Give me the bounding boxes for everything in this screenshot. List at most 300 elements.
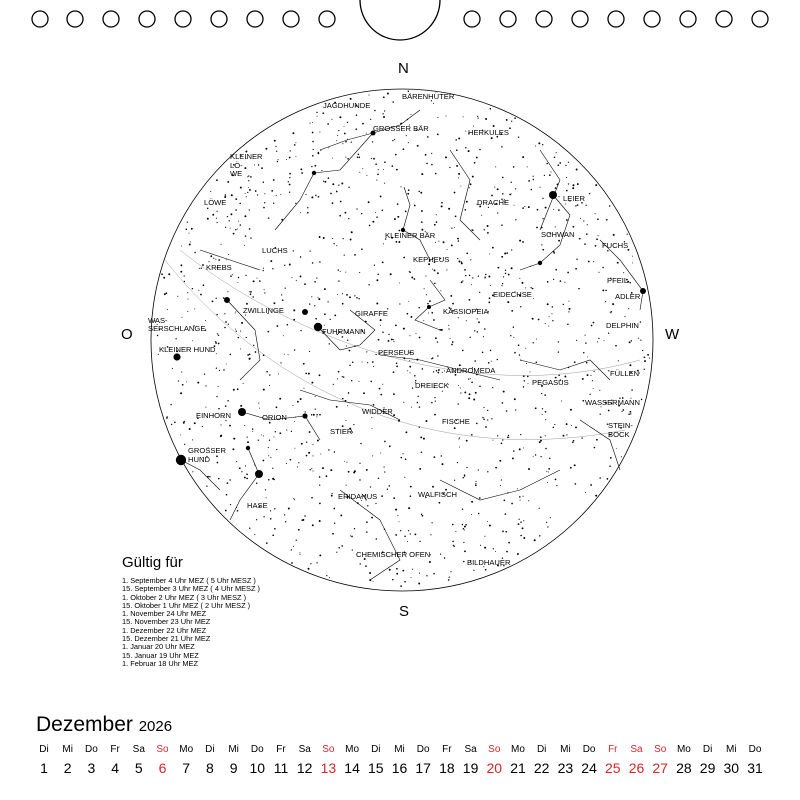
star bbox=[593, 322, 595, 324]
star bbox=[256, 519, 257, 520]
star bbox=[351, 141, 352, 142]
star bbox=[305, 373, 307, 375]
star bbox=[297, 466, 298, 467]
star bbox=[421, 514, 422, 515]
star bbox=[472, 176, 474, 178]
star bbox=[484, 547, 486, 549]
star bbox=[344, 133, 346, 135]
star bbox=[270, 457, 271, 458]
star bbox=[591, 325, 593, 327]
star bbox=[263, 207, 265, 209]
star bbox=[434, 283, 436, 285]
star bbox=[237, 510, 239, 512]
star bbox=[408, 301, 409, 302]
star bbox=[495, 467, 497, 469]
star bbox=[250, 237, 251, 238]
star bbox=[333, 384, 334, 385]
star bbox=[526, 363, 527, 364]
star bbox=[309, 351, 310, 352]
star bbox=[438, 241, 439, 242]
star bbox=[564, 282, 565, 283]
star bbox=[546, 163, 548, 165]
star bbox=[202, 426, 203, 427]
star bbox=[454, 480, 455, 481]
star bbox=[414, 278, 416, 280]
star bbox=[485, 274, 486, 275]
star bbox=[395, 509, 397, 511]
star bbox=[200, 294, 202, 296]
star bbox=[497, 267, 499, 269]
star bbox=[520, 499, 521, 500]
star bbox=[420, 436, 422, 438]
star bbox=[171, 424, 172, 425]
star bbox=[477, 331, 479, 333]
star bbox=[207, 208, 208, 209]
star bbox=[332, 158, 333, 159]
star bbox=[550, 171, 551, 172]
day-number: 14 bbox=[344, 760, 360, 776]
star bbox=[284, 514, 285, 515]
star bbox=[393, 414, 395, 416]
star bbox=[308, 373, 310, 375]
validity-line: 1. Februar 18 Uhr MEZ bbox=[122, 658, 198, 668]
star bbox=[257, 278, 258, 279]
star bbox=[593, 371, 594, 372]
day-number: 7 bbox=[182, 760, 191, 776]
star bbox=[621, 411, 622, 412]
star bbox=[533, 179, 534, 180]
star bbox=[520, 535, 522, 537]
star bbox=[451, 244, 453, 246]
star bbox=[572, 187, 574, 189]
star bbox=[252, 428, 253, 429]
star bbox=[389, 569, 391, 571]
compass-west: W bbox=[665, 326, 680, 343]
month-heading bbox=[36, 713, 172, 737]
constellation-label: LÖ- bbox=[230, 161, 243, 170]
star bbox=[275, 146, 276, 147]
star bbox=[490, 108, 492, 110]
star bbox=[489, 297, 491, 299]
star bbox=[500, 485, 501, 486]
star bbox=[249, 359, 250, 360]
star bbox=[409, 335, 410, 336]
star bbox=[331, 119, 332, 120]
star bbox=[545, 435, 546, 436]
star bbox=[312, 524, 314, 526]
star bbox=[599, 390, 600, 391]
star bbox=[418, 191, 420, 193]
star bbox=[213, 258, 214, 259]
star bbox=[461, 262, 463, 264]
star bbox=[523, 448, 524, 449]
star bbox=[361, 213, 362, 214]
star bbox=[568, 301, 569, 302]
star bbox=[513, 326, 514, 327]
star bbox=[544, 394, 546, 396]
star bbox=[411, 114, 412, 115]
star bbox=[424, 288, 425, 289]
star bbox=[323, 181, 324, 182]
star bbox=[511, 503, 513, 505]
star bbox=[306, 442, 307, 443]
star bbox=[605, 301, 606, 302]
star bbox=[358, 156, 360, 158]
star bbox=[180, 392, 182, 394]
star bbox=[233, 389, 235, 391]
star bbox=[269, 385, 270, 386]
star bbox=[212, 214, 214, 216]
star bbox=[441, 205, 443, 207]
star bbox=[326, 475, 328, 477]
constellation-label: JAGDHUNDE bbox=[323, 101, 371, 110]
star bbox=[414, 375, 416, 377]
star bbox=[546, 522, 547, 523]
constellation-label: CHEMISCHER OFEN bbox=[356, 550, 431, 559]
star bbox=[515, 219, 516, 220]
star bbox=[289, 184, 291, 186]
star bbox=[347, 405, 348, 406]
star bbox=[384, 183, 385, 184]
star bbox=[336, 406, 338, 408]
star bbox=[205, 385, 206, 386]
star bbox=[224, 327, 226, 329]
star bbox=[558, 209, 560, 211]
star bbox=[194, 252, 196, 254]
star bbox=[468, 150, 470, 152]
star bbox=[596, 238, 598, 240]
star bbox=[336, 191, 338, 193]
star bbox=[371, 417, 372, 418]
star bbox=[531, 189, 533, 191]
star bbox=[398, 241, 400, 243]
star bbox=[566, 423, 568, 425]
star bbox=[192, 340, 193, 341]
star bbox=[491, 195, 493, 197]
star bbox=[397, 216, 399, 218]
star bbox=[328, 177, 330, 179]
star bbox=[527, 166, 528, 167]
star bbox=[468, 397, 470, 399]
constellation-label: ZWILLINGE bbox=[243, 306, 284, 315]
weekday-label: Sa bbox=[298, 744, 311, 755]
star bbox=[319, 476, 321, 478]
star bbox=[482, 417, 483, 418]
star bbox=[372, 361, 374, 363]
star bbox=[332, 533, 334, 535]
star bbox=[380, 325, 381, 326]
star bbox=[340, 201, 342, 203]
star bbox=[513, 450, 514, 451]
star bbox=[406, 135, 407, 136]
star bbox=[245, 275, 246, 276]
star bbox=[469, 187, 470, 188]
star bbox=[216, 211, 217, 212]
star bbox=[553, 209, 554, 210]
star bbox=[378, 339, 380, 341]
star bbox=[388, 340, 390, 342]
star bbox=[598, 272, 599, 273]
weekday-label: Fr bbox=[276, 744, 286, 755]
star bbox=[226, 494, 228, 496]
star bbox=[166, 292, 168, 294]
star bbox=[410, 533, 411, 534]
star bbox=[182, 384, 184, 386]
star bbox=[309, 303, 310, 304]
star bbox=[244, 215, 246, 217]
star bbox=[344, 461, 345, 462]
star bbox=[246, 473, 248, 475]
star bbox=[368, 94, 369, 95]
star bbox=[442, 372, 443, 373]
star bbox=[268, 455, 269, 456]
star bbox=[331, 493, 332, 494]
star bbox=[552, 320, 553, 321]
star bbox=[409, 372, 410, 373]
star bbox=[301, 443, 303, 445]
star bbox=[513, 337, 514, 338]
star bbox=[397, 515, 398, 516]
star bbox=[535, 454, 536, 455]
star bbox=[249, 228, 251, 230]
star bbox=[423, 438, 425, 440]
star bbox=[411, 407, 412, 408]
constellation-label: BOCK bbox=[608, 430, 630, 439]
star bbox=[188, 298, 189, 299]
star bbox=[366, 531, 367, 532]
star bbox=[417, 402, 419, 404]
star bbox=[459, 437, 460, 438]
star bbox=[590, 484, 592, 486]
star bbox=[596, 439, 598, 441]
star bbox=[448, 208, 450, 210]
star bbox=[395, 534, 396, 535]
star bbox=[473, 126, 474, 127]
bright-star bbox=[176, 455, 186, 465]
star bbox=[568, 183, 569, 184]
star bbox=[576, 340, 577, 341]
star bbox=[602, 267, 604, 269]
star bbox=[223, 297, 225, 299]
star bbox=[301, 169, 302, 170]
star bbox=[300, 212, 301, 213]
star bbox=[380, 394, 382, 396]
star bbox=[280, 362, 281, 363]
star bbox=[513, 166, 515, 168]
star bbox=[227, 291, 228, 292]
star bbox=[503, 499, 505, 501]
constellation-line bbox=[540, 150, 560, 230]
star bbox=[178, 380, 179, 381]
star bbox=[440, 553, 441, 554]
star bbox=[621, 456, 622, 457]
star bbox=[376, 538, 378, 540]
star bbox=[538, 319, 540, 321]
star bbox=[376, 279, 378, 281]
star bbox=[218, 259, 220, 261]
weekday-label: Mo bbox=[511, 744, 525, 755]
star bbox=[475, 392, 477, 394]
star bbox=[225, 510, 227, 512]
star bbox=[608, 410, 610, 412]
star bbox=[461, 281, 463, 283]
star bbox=[261, 434, 262, 435]
star bbox=[304, 283, 306, 285]
star bbox=[341, 183, 343, 185]
star bbox=[425, 154, 427, 156]
constellation-label: PFEIL bbox=[607, 276, 629, 285]
star bbox=[319, 261, 321, 263]
star bbox=[383, 169, 384, 170]
star bbox=[580, 218, 581, 219]
bright-star bbox=[302, 309, 308, 315]
star bbox=[309, 469, 310, 470]
weekday-label: So bbox=[488, 744, 501, 755]
star bbox=[229, 479, 230, 480]
star bbox=[342, 143, 343, 144]
weekday-label: Mi bbox=[560, 744, 571, 755]
star bbox=[249, 291, 250, 292]
star bbox=[293, 250, 294, 251]
star bbox=[558, 375, 559, 376]
star bbox=[345, 420, 346, 421]
star bbox=[254, 534, 255, 535]
star bbox=[319, 503, 321, 505]
constellation-label: KLEINER bbox=[230, 152, 263, 161]
star bbox=[450, 571, 451, 572]
star bbox=[511, 121, 512, 122]
star bbox=[627, 233, 628, 234]
star bbox=[530, 371, 531, 372]
star bbox=[433, 371, 434, 372]
star bbox=[520, 434, 521, 435]
star bbox=[186, 381, 187, 382]
star bbox=[312, 141, 314, 143]
star bbox=[476, 157, 478, 159]
star bbox=[296, 280, 297, 281]
star bbox=[462, 350, 464, 352]
star bbox=[319, 520, 321, 522]
weekday-label: Sa bbox=[132, 744, 145, 755]
star bbox=[303, 388, 304, 389]
star bbox=[475, 484, 477, 486]
star bbox=[157, 335, 158, 336]
star bbox=[452, 303, 454, 305]
star bbox=[289, 157, 291, 159]
star bbox=[435, 401, 436, 402]
star bbox=[432, 486, 434, 488]
star bbox=[291, 431, 292, 432]
star bbox=[226, 259, 227, 260]
star bbox=[366, 133, 367, 134]
star bbox=[236, 461, 237, 462]
star bbox=[240, 349, 241, 350]
star bbox=[374, 110, 376, 112]
star bbox=[245, 235, 246, 236]
star bbox=[233, 438, 235, 440]
star bbox=[267, 331, 269, 333]
star bbox=[403, 257, 405, 259]
star bbox=[463, 542, 464, 543]
star bbox=[338, 185, 339, 186]
star bbox=[238, 221, 239, 222]
validity-line: 1. September 4 Uhr MEZ ( 5 Uhr MESZ ) bbox=[122, 576, 256, 585]
star bbox=[458, 317, 459, 318]
star bbox=[167, 416, 168, 417]
star bbox=[250, 293, 252, 295]
star bbox=[519, 240, 521, 242]
star bbox=[598, 338, 599, 339]
star bbox=[465, 275, 466, 276]
constellation-label: BILDHAUER bbox=[467, 558, 511, 567]
star bbox=[259, 280, 261, 282]
star bbox=[575, 426, 577, 428]
star bbox=[216, 179, 218, 181]
star bbox=[303, 363, 305, 365]
star bbox=[555, 187, 557, 189]
star bbox=[433, 319, 435, 321]
star bbox=[204, 374, 205, 375]
star bbox=[483, 419, 485, 421]
star bbox=[271, 190, 273, 192]
star bbox=[311, 196, 313, 198]
star bbox=[396, 573, 398, 575]
star bbox=[506, 252, 508, 254]
star bbox=[629, 341, 631, 343]
star bbox=[499, 460, 501, 462]
star bbox=[464, 391, 466, 393]
star bbox=[519, 496, 521, 498]
star bbox=[518, 519, 519, 520]
star bbox=[568, 311, 569, 312]
star bbox=[332, 238, 333, 239]
star bbox=[392, 101, 394, 103]
star bbox=[466, 440, 468, 442]
star bbox=[240, 224, 242, 226]
star bbox=[358, 298, 359, 299]
star bbox=[265, 489, 266, 490]
star bbox=[236, 331, 237, 332]
star bbox=[418, 396, 419, 397]
star bbox=[270, 518, 272, 520]
star bbox=[585, 342, 586, 343]
star bbox=[550, 517, 551, 518]
star bbox=[298, 462, 299, 463]
star bbox=[419, 541, 420, 542]
star bbox=[484, 229, 485, 230]
day-number: 31 bbox=[747, 760, 763, 776]
star bbox=[241, 322, 243, 324]
bright-star bbox=[302, 413, 307, 418]
star bbox=[501, 146, 502, 147]
day-number: 30 bbox=[723, 760, 740, 776]
star bbox=[247, 354, 249, 356]
star bbox=[235, 229, 236, 230]
day-number: 12 bbox=[296, 760, 313, 776]
star bbox=[511, 310, 513, 312]
star bbox=[464, 526, 466, 528]
day-number: 10 bbox=[249, 760, 266, 776]
validity-line: 1. November 24 Uhr MEZ bbox=[122, 609, 207, 619]
star bbox=[227, 181, 229, 183]
star bbox=[366, 469, 368, 471]
star bbox=[586, 233, 588, 235]
star bbox=[479, 149, 481, 151]
star bbox=[396, 169, 398, 171]
star bbox=[290, 150, 291, 151]
star bbox=[239, 203, 241, 205]
star bbox=[294, 499, 295, 500]
